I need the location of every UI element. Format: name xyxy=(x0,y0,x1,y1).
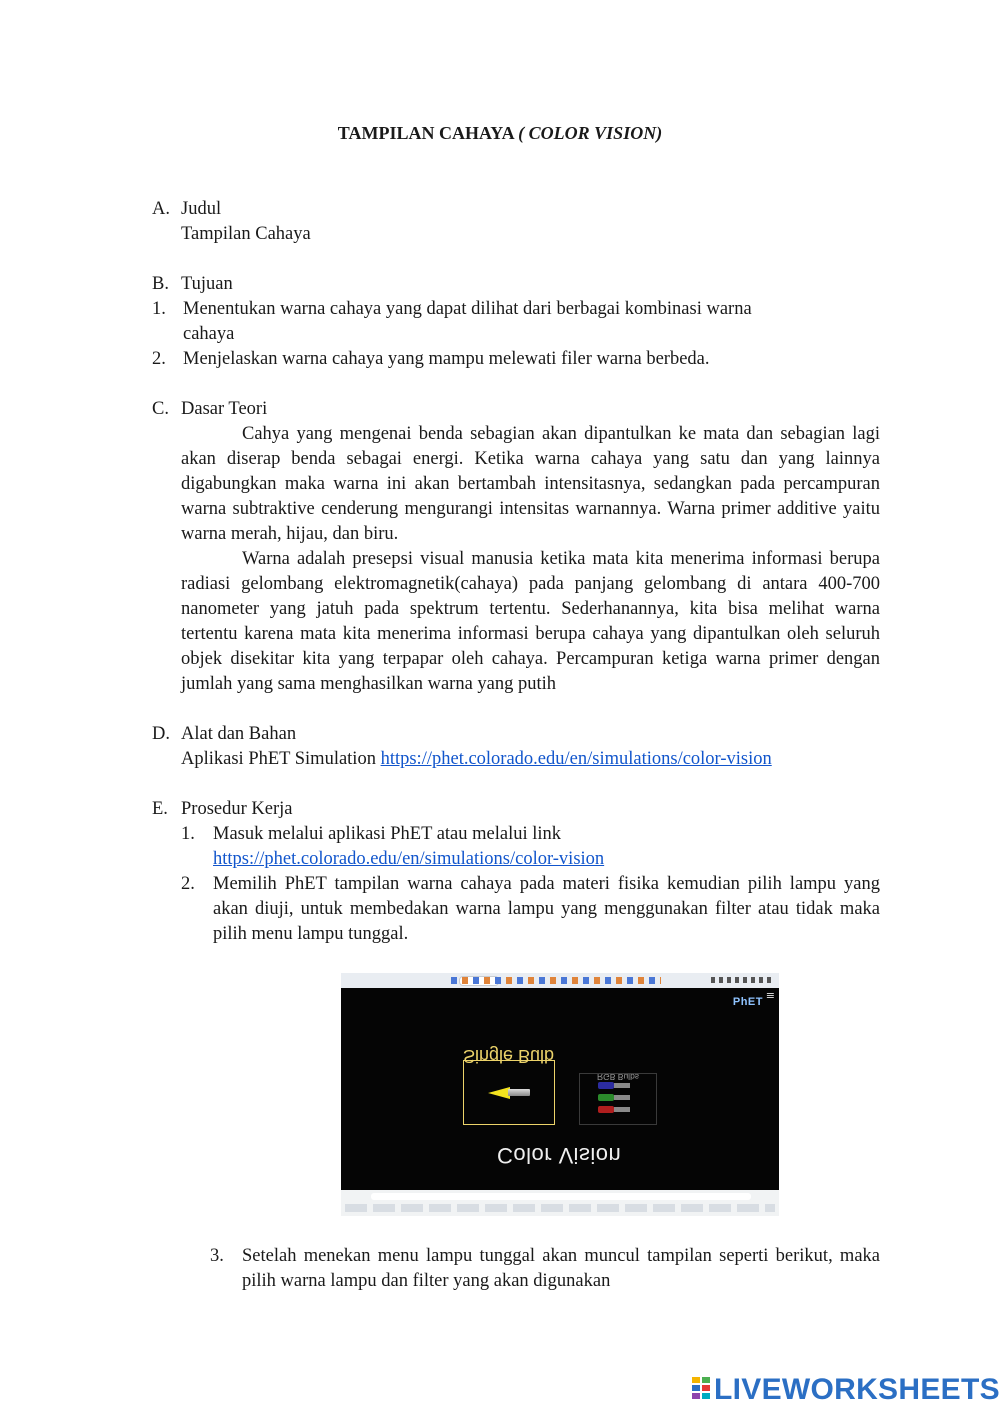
judul-text: Tampilan Cahaya xyxy=(181,224,311,244)
section-letter: D. xyxy=(152,724,170,744)
liveworksheets-tiles-icon xyxy=(692,1377,712,1401)
color-vision-title: Color Vision xyxy=(497,1143,622,1168)
section-letter: A. xyxy=(152,199,170,219)
section-heading: Dasar Teori xyxy=(181,399,268,419)
section-letter: B. xyxy=(152,274,169,294)
prosedur-list xyxy=(152,822,880,947)
list-text: Menjelaskan warna cahaya yang mampu melewati filer warna berbeda. xyxy=(183,349,710,369)
title-main: TAMPILAN CAHAYA xyxy=(337,123,514,143)
flashlight-icon xyxy=(488,1087,510,1099)
section-alat-bahan xyxy=(152,722,880,772)
list-item xyxy=(152,297,802,347)
list-item xyxy=(152,347,802,372)
phet-link[interactable]: https://phet.colorado.edu/en/simulations/color-vision xyxy=(213,849,605,869)
list-item xyxy=(152,872,880,947)
alat-prefix: Aplikasi PhET Simulation xyxy=(181,749,381,769)
section-letter: E. xyxy=(152,799,168,819)
red-bulb-icon xyxy=(598,1106,614,1113)
bookmarks-bar xyxy=(345,1204,775,1212)
green-bulb-icon xyxy=(598,1094,614,1101)
section-heading: Prosedur Kerja xyxy=(181,799,293,819)
section-heading: Judul xyxy=(181,199,222,219)
address-bar xyxy=(371,1193,751,1200)
section-heading: Alat dan Bahan xyxy=(181,724,297,744)
list-item xyxy=(152,1244,880,1294)
alat-text xyxy=(181,747,880,772)
section-letter: C. xyxy=(152,399,169,419)
tujuan-list xyxy=(152,297,802,372)
list-number: 2. xyxy=(181,874,195,894)
list-text: Masuk melalui aplikasi PhET atau melalui link xyxy=(213,824,562,844)
section-prosedur xyxy=(152,797,880,947)
rgb-bulbs-button xyxy=(579,1073,657,1125)
list-item xyxy=(152,822,880,872)
bulb-stem-icon xyxy=(614,1107,630,1112)
phet-logo: PhET xyxy=(732,996,763,1008)
list-text: Menentukan warna cahaya yang dapat dilihat dari berbagai kombinasi warna cahaya xyxy=(183,299,752,344)
section-dasar-teori xyxy=(152,397,880,697)
single-bulb-button xyxy=(463,1060,555,1125)
bulb-stem-icon xyxy=(614,1095,630,1100)
liveworksheets-brand: LIVEWORKSHEETS xyxy=(714,1373,1000,1406)
flashlight-base-icon xyxy=(508,1089,530,1096)
section-heading: Tujuan xyxy=(181,274,233,294)
list-text: Setelah menekan menu lampu tunggal akan muncul tampilan seperti berikut, maka pilih warna lampu dan filter yang akan digunakan xyxy=(242,1246,880,1291)
hamburger-menu-icon: ≡ xyxy=(765,989,775,1002)
theory-paragraph: Cahya yang mengenai benda sebagian akan dipantulkan ke mata dan sebagian lagi akan diserap benda sebagai energi. Ketika warna cahaya yang satu dan yang lainnya digabungkan maka warna ini akan bertambah intensitasnya, sedangkan pada percampuran warna subtraktive cenderung mengurangi intensitas warnannya. Warna primer additive yaitu warna merah, hijau, dan biru. xyxy=(181,424,880,544)
list-number: 2. xyxy=(152,349,166,369)
list-number: 3. xyxy=(210,1246,224,1266)
blue-bulb-icon xyxy=(598,1082,614,1089)
page-title xyxy=(0,121,1000,146)
phet-screenshot xyxy=(341,973,779,1216)
phet-link[interactable]: https://phet.colorado.edu/en/simulations/color-vision xyxy=(380,749,772,769)
tray-icon xyxy=(711,977,771,983)
title-italic: ( COLOR VISION) xyxy=(518,123,663,143)
taskbar-apps-icon xyxy=(451,977,661,984)
list-number: 1. xyxy=(152,299,166,319)
list-text: Memilih PhET tampilan warna cahaya pada materi fisika kemudian pilih lampu yang akan diuji, untuk membedakan warna lampu yang menggunakan filter atau tidak maka pilih menu lampu tunggal. xyxy=(213,874,880,944)
prosedur-list xyxy=(152,1244,880,1294)
single-bulb-label: Single Bulb xyxy=(463,1046,555,1066)
taskbar xyxy=(341,973,779,988)
section-tujuan xyxy=(152,272,880,372)
section-prosedur-cont xyxy=(152,1244,880,1294)
browser-bar xyxy=(341,1190,779,1216)
list-number: 1. xyxy=(181,824,195,844)
theory-paragraph: Warna adalah presepsi visual manusia ketika mata kita menerima informasi berupa radiasi gelombang elektromagnetik(cahaya) pada panjang gelombang di antara 400-700 nanometer yang jatuh pada spektrum tertentu. Sederhanannya, kita bisa melihat warna tertentu karena mata kita menerima informasi berupa cahaya yang dipantulkan oleh seluruh objek disekitar kita yang terpapar oleh cahaya. Percampuran ketiga warna primer dengan jumlah yang sama menghasilkan warna yang putih xyxy=(181,549,880,694)
bulb-stem-icon xyxy=(614,1083,630,1088)
section-judul xyxy=(152,197,880,247)
rgb-bulbs-label: RGB Bulbs xyxy=(597,1072,640,1082)
